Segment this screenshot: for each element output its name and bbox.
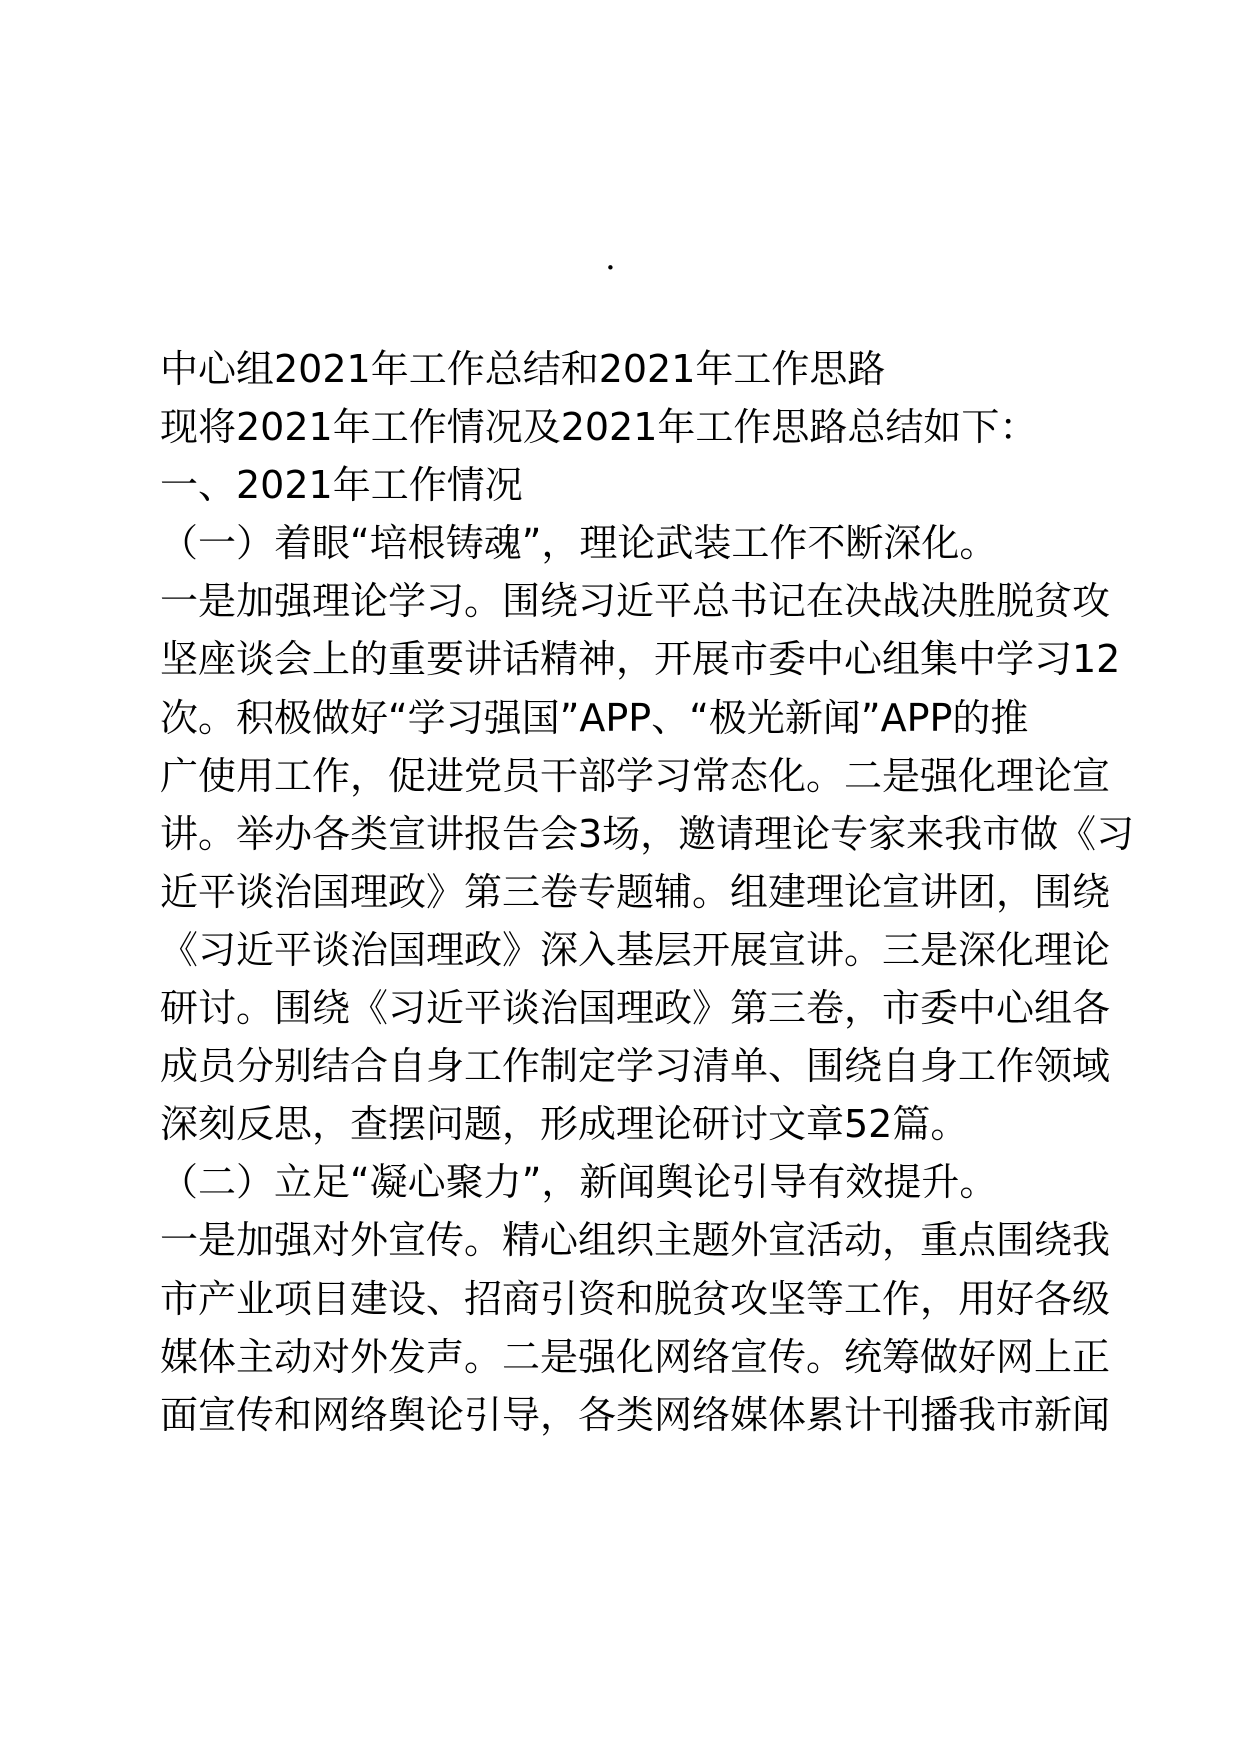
- paragraph-line: 面宣传和网络舆论引导，各类网络媒体累计刊播我市新闻: [160, 1392, 1111, 1437]
- paragraph-line: 坚座谈会上的重要讲话精神，开展市委中心组集中学习12: [160, 637, 1121, 682]
- paragraph-line: 次。积极做好“学习强国”APP、“极光新闻”APP的推: [160, 695, 1029, 740]
- paragraph-line: 一是加强对外宣传。精心组织主题外宣活动，重点围绕我: [160, 1218, 1111, 1263]
- page-marker: .: [605, 238, 616, 278]
- paragraph-line: 广使用工作，促进党员干部学习常态化。二是强化理论宣: [160, 753, 1111, 798]
- paragraph-line: 媒体主动对外发声。二是强化网络宣传。统筹做好网上正: [160, 1334, 1111, 1379]
- subsection-heading: （二）立足“凝心聚力”，新闻舆论引导有效提升。: [160, 1160, 998, 1205]
- paragraph-line: 市产业项目建设、招商引资和脱贫攻坚等工作，用好各级: [160, 1276, 1111, 1321]
- paragraph-line: 成员分别结合自身工作制定学习清单、围绕自身工作领域: [160, 1044, 1111, 1089]
- paragraph-line: 讲。举办各类宣讲报告会3场，邀请理论专家来我市做《习: [160, 811, 1135, 856]
- paragraph-line: 一是加强理论学习。围绕习近平总书记在决战决胜脱贫攻: [160, 579, 1111, 624]
- section-heading: 一、2021年工作情况: [160, 463, 523, 508]
- doc-title: 中心组2021年工作总结和2021年工作思路: [160, 347, 886, 391]
- paragraph-line: 研讨。围绕《习近平谈治国理政》第三卷，市委中心组各: [160, 986, 1111, 1031]
- doc-intro: 现将2021年工作情况及2021年工作思路总结如下：: [160, 405, 1038, 450]
- paragraph-line: 深刻反思，查摆问题，形成理论研讨文章52篇。: [160, 1102, 969, 1147]
- paragraph-line: 《习近平谈治国理政》深入基层开展宣讲。三是深化理论: [160, 927, 1111, 972]
- subsection-heading: （一）着眼“培根铸魂”，理论武装工作不断深化。: [160, 521, 998, 566]
- paragraph-line: 近平谈治国理政》第三卷专题辅。组建理论宣讲团，围绕: [160, 869, 1111, 914]
- document-body: [160, 340, 1135, 1444]
